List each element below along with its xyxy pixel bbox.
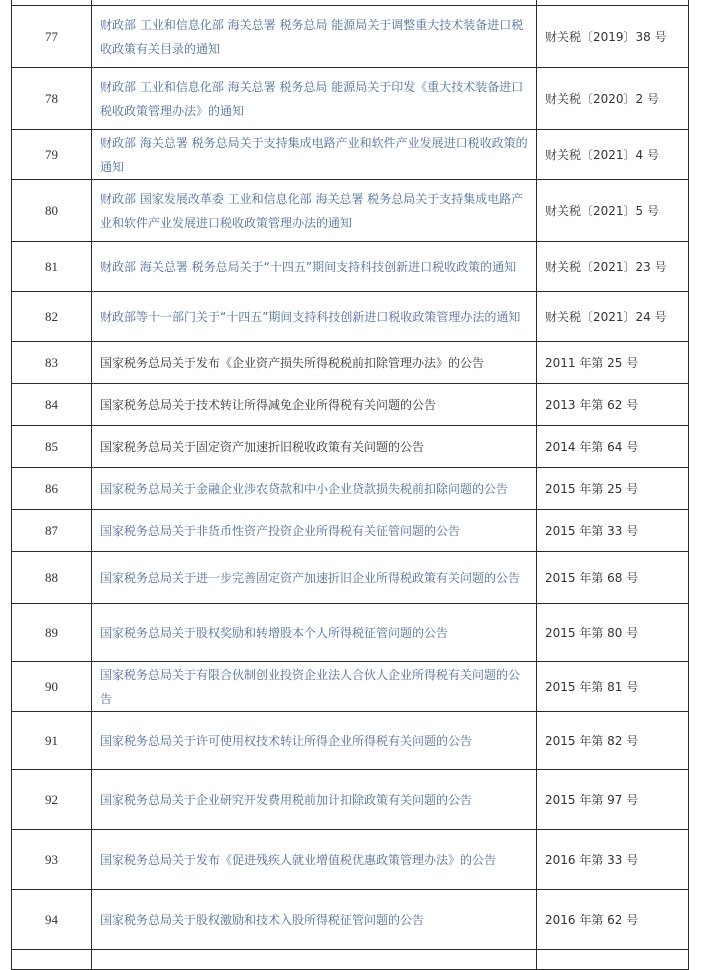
row-number: 79 bbox=[12, 130, 92, 180]
row-number: 78 bbox=[12, 68, 92, 130]
row-number bbox=[12, 950, 92, 970]
row-number: 88 bbox=[12, 552, 92, 604]
document-title-link[interactable]: 财政部 海关总署 税务总局关于“十四五”期间支持科技创新进口税收政策的通知 bbox=[92, 242, 537, 292]
table-row bbox=[12, 6, 689, 68]
row-number: 93 bbox=[12, 830, 92, 890]
document-number: 2013 年第 62 号 bbox=[537, 384, 689, 426]
table-row bbox=[12, 770, 689, 830]
table-row bbox=[12, 426, 689, 468]
row-number: 94 bbox=[12, 890, 92, 950]
table-row bbox=[12, 468, 689, 510]
document-title-link[interactable]: 国家税务总局关于进一步完善固定资产加速折旧企业所得税政策有关问题的公告 bbox=[92, 552, 537, 604]
document-number: 财关税〔2021〕4 号 bbox=[537, 130, 689, 180]
row-number: 81 bbox=[12, 242, 92, 292]
table-row bbox=[12, 662, 689, 712]
table-row bbox=[12, 242, 689, 292]
document-number: 财关税〔2019〕38 号 bbox=[537, 6, 689, 68]
row-number: 85 bbox=[12, 426, 92, 468]
row-number: 80 bbox=[12, 180, 92, 242]
table-row bbox=[12, 830, 689, 890]
document-number: 财关税〔2020〕2 号 bbox=[537, 68, 689, 130]
document-number: 2015 年第 97 号 bbox=[537, 770, 689, 830]
row-number: 86 bbox=[12, 468, 92, 510]
document-number: 2015 年第 25 号 bbox=[537, 468, 689, 510]
document-number: 2014 年第 64 号 bbox=[537, 426, 689, 468]
table-row bbox=[12, 552, 689, 604]
document-title-link[interactable]: 国家税务总局关于发布《促进残疾人就业增值税优惠政策管理办法》的公告 bbox=[92, 830, 537, 890]
document-title-link[interactable]: 财政部 海关总署 税务总局关于支持集成电路产业和软件产业发展进口税收政策的通知 bbox=[92, 130, 537, 180]
document-title bbox=[92, 950, 537, 970]
row-number: 84 bbox=[12, 384, 92, 426]
document-title: 国家税务总局关于固定资产加速折旧税收政策有关问题的公告 bbox=[92, 426, 537, 468]
document-title-link[interactable]: 财政部 工业和信息化部 海关总署 税务总局 能源局关于印发《重大技术装备进口税收政策管理办法》的通知 bbox=[92, 68, 537, 130]
document-title: 国家税务总局关于发布《企业资产损失所得税税前扣除管理办法》的公告 bbox=[92, 342, 537, 384]
document-number: 2016 年第 62 号 bbox=[537, 890, 689, 950]
document-number: 2016 年第 33 号 bbox=[537, 830, 689, 890]
row-number: 90 bbox=[12, 662, 92, 712]
document-number: 2015 年第 81 号 bbox=[537, 662, 689, 712]
document-title: 国家税务总局关于技术转让所得减免企业所得税有关问题的公告 bbox=[92, 384, 537, 426]
table-row bbox=[12, 712, 689, 770]
table-row bbox=[12, 342, 689, 384]
row-number: 89 bbox=[12, 604, 92, 662]
row-number: 87 bbox=[12, 510, 92, 552]
document-number: 财关税〔2021〕5 号 bbox=[537, 180, 689, 242]
document-number: 财关税〔2021〕23 号 bbox=[537, 242, 689, 292]
row-number: 77 bbox=[12, 6, 92, 68]
table-row bbox=[12, 292, 689, 342]
policy-table bbox=[11, 0, 689, 970]
document-number: 2011 年第 25 号 bbox=[537, 342, 689, 384]
document-title-link[interactable]: 国家税务总局关于股权激励和技术入股所得税征管问题的公告 bbox=[92, 890, 537, 950]
document-title-link[interactable]: 国家税务总局关于有限合伙制创业投资企业法人合伙人企业所得税有关问题的公告 bbox=[92, 662, 537, 712]
row-number: 83 bbox=[12, 342, 92, 384]
policy-table-body bbox=[12, 0, 689, 970]
document-title-link[interactable]: 财政部 工业和信息化部 海关总署 税务总局 能源局关于调整重大技术装备进口税收政策有关目录的通知 bbox=[92, 6, 537, 68]
document-title-link[interactable]: 财政部等十一部门关于“十四五”期间支持科技创新进口税收政策管理办法的通知 bbox=[92, 292, 537, 342]
document-number bbox=[537, 950, 689, 970]
document-title-link[interactable]: 国家税务总局关于企业研究开发费用税前加计扣除政策有关问题的公告 bbox=[92, 770, 537, 830]
table-row bbox=[12, 604, 689, 662]
document-title-link[interactable]: 国家税务总局关于非货币性资产投资企业所得税有关征管问题的公告 bbox=[92, 510, 537, 552]
document-title-link[interactable]: 国家税务总局关于股权奖励和转增股本个人所得税征管问题的公告 bbox=[92, 604, 537, 662]
table-row bbox=[12, 510, 689, 552]
row-number: 91 bbox=[12, 712, 92, 770]
document-title-link[interactable]: 国家税务总局关于许可使用权技术转让所得企业所得税有关问题的公告 bbox=[92, 712, 537, 770]
row-number: 92 bbox=[12, 770, 92, 830]
table-row bbox=[12, 950, 689, 970]
document-title-link[interactable]: 国家税务总局关于金融企业涉农贷款和中小企业贷款损失税前扣除问题的公告 bbox=[92, 468, 537, 510]
table-row bbox=[12, 180, 689, 242]
table-row bbox=[12, 130, 689, 180]
document-number: 财关税〔2021〕24 号 bbox=[537, 292, 689, 342]
table-row bbox=[12, 68, 689, 130]
table-row bbox=[12, 890, 689, 950]
document-title-link[interactable]: 财政部 国家发展改革委 工业和信息化部 海关总署 税务总局关于支持集成电路产业和软件产业发展进口税收政策管理办法的通知 bbox=[92, 180, 537, 242]
document-number: 2015 年第 82 号 bbox=[537, 712, 689, 770]
document-number: 2015 年第 80 号 bbox=[537, 604, 689, 662]
table-row bbox=[12, 384, 689, 426]
document-number: 2015 年第 68 号 bbox=[537, 552, 689, 604]
row-number: 82 bbox=[12, 292, 92, 342]
document-number: 2015 年第 33 号 bbox=[537, 510, 689, 552]
